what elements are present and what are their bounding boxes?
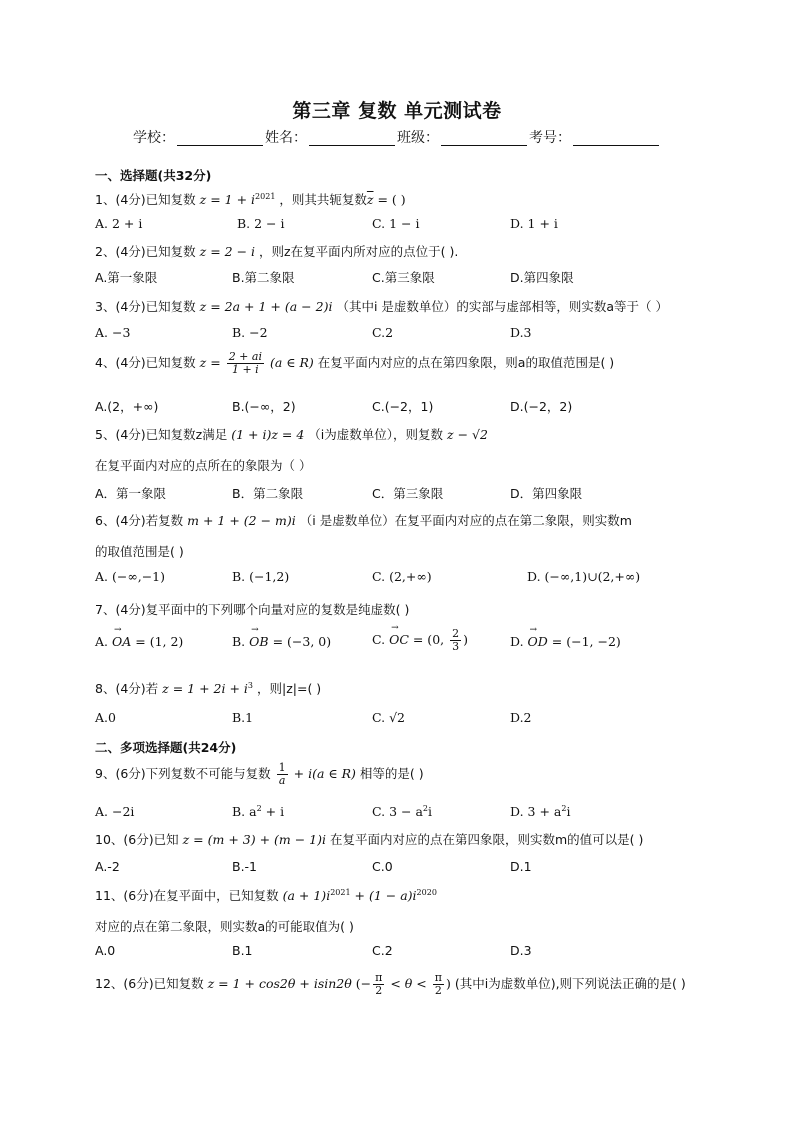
q9-denominator: a xyxy=(278,774,286,788)
q3-option-a[interactable]: A. −3 xyxy=(95,325,131,340)
q11-term-2: + (1 − a)i xyxy=(350,888,417,903)
q5-expression-2: z − √2 xyxy=(447,427,488,442)
q2-expression: z = 2 − i xyxy=(199,244,256,259)
q4-option-c[interactable]: C.(−2，1) xyxy=(372,399,434,414)
q5-option-c[interactable]: C．第三象限 xyxy=(372,486,444,501)
q6-option-a[interactable]: A. (−∞,−1) xyxy=(95,569,166,584)
section-heading-1: 一、选择题(共32分) xyxy=(95,168,212,183)
q1-suffix: ，则其共轭复数 xyxy=(279,192,367,207)
q12-prefix: 12、(6分)已知复数 xyxy=(95,976,204,992)
class-blank[interactable] xyxy=(441,130,527,146)
q7-b-label: B. xyxy=(232,634,246,649)
name-field xyxy=(265,127,397,147)
q7-d-label: D. xyxy=(510,634,524,649)
q4-z: z = xyxy=(199,355,221,371)
q12-two-left: 2 xyxy=(375,984,383,998)
q6-option-b[interactable]: B. (−1,2) xyxy=(232,569,290,584)
question-8 xyxy=(95,679,321,697)
q4-denominator: 1 + i xyxy=(231,363,259,377)
q12-condition-right: ) xyxy=(445,976,451,992)
q4-options xyxy=(95,397,715,415)
q7-d-vector: → OD xyxy=(528,634,548,649)
q9-d-exponent: 2 xyxy=(561,804,567,813)
name-blank[interactable] xyxy=(309,130,395,146)
q5-options xyxy=(95,484,715,502)
q5-expression: (1 + i)z = 4 xyxy=(231,427,305,442)
q7-c-numerator: 2 xyxy=(452,627,460,640)
q10-options xyxy=(95,859,715,877)
q8-prefix: 8、(4分)若 xyxy=(95,681,159,696)
q1-prefix: 1、(4分)已知复数 xyxy=(95,192,196,207)
q7-a-vector: → OA xyxy=(112,634,131,649)
question-11 xyxy=(95,886,437,904)
q3-option-d[interactable]: D.3 xyxy=(510,325,532,340)
q2-option-a[interactable]: A.第一象限 xyxy=(95,270,158,285)
school-blank[interactable] xyxy=(177,130,263,146)
question-2 xyxy=(95,242,458,260)
q10-option-d[interactable]: D.1 xyxy=(510,859,532,874)
q12-two-right: 2 xyxy=(434,984,442,998)
q7-c-vector: → OC xyxy=(389,632,409,647)
q2-option-c[interactable]: C.第三象限 xyxy=(372,270,435,285)
q7-a-value: = (1, 2) xyxy=(131,634,184,649)
section-heading-2: 二、多项选择题(共24分) xyxy=(95,740,237,755)
q6-options xyxy=(95,569,715,587)
question-1 xyxy=(95,190,406,208)
question-7: 7、(4分)复平面中的下列哪个向量对应的复数是纯虚数( ) xyxy=(95,602,410,617)
question-4 xyxy=(95,351,614,376)
q6-option-c[interactable]: C. (2,+∞) xyxy=(372,569,432,584)
q4-fraction xyxy=(227,351,264,376)
q12-suffix: (其中i为虚数单位),则下列说法正确的是( ) xyxy=(454,976,686,992)
q9-option-a[interactable]: A. −2i xyxy=(95,804,135,819)
q9-fraction xyxy=(277,762,288,787)
q7-a-label: A. xyxy=(95,634,109,649)
q12-fraction-left xyxy=(373,972,384,997)
q9-option-b[interactable] xyxy=(232,804,284,819)
q9-b-tail: + i xyxy=(261,804,285,820)
q6-prefix: 6、(4分)若复数 xyxy=(95,513,184,528)
q2-prefix: 2、(4分)已知复数 xyxy=(95,244,196,259)
q10-option-c[interactable]: C.0 xyxy=(372,859,393,874)
q9-d-text: D. 3 + a xyxy=(510,804,562,820)
q11-exponent-2: 2020 xyxy=(416,887,437,897)
q1-expression: z = 1 + i xyxy=(199,192,256,207)
q7-d-value: = (−1, −2) xyxy=(547,634,621,649)
q5-line-2: 在复平面内对应的点所在的象限为（ ） xyxy=(95,458,312,473)
q5-option-b[interactable]: B．第二象限 xyxy=(232,486,304,501)
q3-prefix: 3、(4分)已知复数 xyxy=(95,299,196,314)
q9-d-tail: i xyxy=(566,804,571,820)
name-label: 姓名： xyxy=(265,130,307,146)
q6-line-2: 的取值范围是( ) xyxy=(95,544,184,559)
q7-options xyxy=(95,627,715,658)
q7-c-value-left: = (0, xyxy=(408,632,449,648)
q7-option-d[interactable] xyxy=(510,634,621,649)
q2-options xyxy=(95,268,715,286)
q5-prefix: 5、(4分)已知复数z满足 xyxy=(95,427,228,442)
q9-option-d[interactable] xyxy=(510,804,570,819)
q7-option-c[interactable] xyxy=(372,628,468,653)
q11-prefix: 11、(6分)在复平面中，已知复数 xyxy=(95,888,279,903)
q11-option-c[interactable]: C.2 xyxy=(372,943,393,958)
q8-option-c[interactable]: C. √2 xyxy=(372,710,405,725)
q4-prefix: 4、(4分)已知复数 xyxy=(95,355,196,371)
q10-option-a[interactable]: A.-2 xyxy=(95,859,120,874)
q10-expression: z = (m + 3) + (m − 1)i xyxy=(182,832,326,847)
q8-suffix: ，则|z|=( ) xyxy=(256,681,322,696)
q5-middle: （i为虚数单位），则复数 xyxy=(308,427,444,442)
question-6 xyxy=(95,511,632,529)
q2-option-b[interactable]: B.第二象限 xyxy=(232,270,295,285)
q11-line-2: 对应的点在第二象限，则实数a的可能取值为( ) xyxy=(95,919,354,934)
school-label: 学校： xyxy=(133,130,175,146)
q12-condition-left: (− xyxy=(355,976,372,992)
q6-expression: m + 1 + (2 − m)i xyxy=(187,513,296,528)
question-3 xyxy=(95,297,668,315)
q1-option-d[interactable]: D. 1 + i xyxy=(510,216,558,231)
q8-option-a[interactable]: A.0 xyxy=(95,710,116,725)
class-label: 班级： xyxy=(397,130,439,146)
q9-options xyxy=(95,804,715,822)
q3-suffix: （其中i 是虚数单位）的实部与虚部相等，则实数a等于（ ） xyxy=(336,299,669,314)
q6-suffix: （i 是虚数单位）在复平面内对应的点在第二象限，则实数m xyxy=(299,513,632,528)
q3-option-b[interactable]: B. −2 xyxy=(232,325,268,340)
q9-suffix: 相等的是( ) xyxy=(359,766,424,782)
q8-exponent: 3 xyxy=(247,680,253,690)
q11-exponent-1: 2021 xyxy=(330,887,351,897)
q7-b-vector: → OB xyxy=(249,634,268,649)
q10-prefix: 10、(6分)已知 xyxy=(95,832,179,847)
q2-option-d[interactable]: D.第四象限 xyxy=(510,270,574,285)
q9-c-tail: i xyxy=(428,804,432,820)
q1-exponent: 2021 xyxy=(255,191,276,201)
page-title: 第三章 复数 单元测试卷 xyxy=(292,100,502,122)
q8-options xyxy=(95,710,715,728)
q4-numerator: 2 + ai xyxy=(228,350,262,363)
q12-pi-right: π xyxy=(434,971,442,984)
question-9 xyxy=(95,762,424,787)
q9-c-text: C. 3 − a xyxy=(372,804,423,820)
q1-options xyxy=(95,216,715,234)
q9-b-exponent: 2 xyxy=(256,804,262,813)
q9-expression: + i(a ∈ R) xyxy=(293,766,356,782)
question-10 xyxy=(95,830,643,848)
q7-c-value-right: ) xyxy=(463,632,468,648)
q3-option-c[interactable]: C.2 xyxy=(372,325,394,340)
q11-option-a[interactable]: A.0 xyxy=(95,943,116,958)
question-12 xyxy=(95,972,686,997)
q11-term-1: (a + 1)i xyxy=(282,888,331,903)
q7-c-denominator: 3 xyxy=(452,640,460,654)
q4-option-d[interactable]: D.(−2，2) xyxy=(510,399,573,414)
id-blank[interactable] xyxy=(573,130,659,146)
q4-condition: (a ∈ R) xyxy=(269,355,314,371)
q12-expression: z = 1 + cos2θ + isin2θ xyxy=(207,976,352,992)
q7-b-value: = (−3, 0) xyxy=(268,634,332,649)
q4-option-b[interactable]: B.(−∞，2) xyxy=(232,399,296,414)
q9-b-text: B. a xyxy=(232,804,257,820)
class-field xyxy=(397,127,529,147)
q11-option-d[interactable]: D.3 xyxy=(510,943,532,958)
q6-option-d[interactable]: D. (−∞,1)∪(2,+∞) xyxy=(527,569,641,584)
q1-option-b[interactable]: B. 2 − i xyxy=(237,216,285,231)
q5-option-d[interactable]: D．第四象限 xyxy=(510,486,583,501)
student-info-bar xyxy=(0,127,794,147)
q8-option-b[interactable]: B.1 xyxy=(232,710,254,725)
q11-option-b[interactable]: B.1 xyxy=(232,943,253,958)
q11-options xyxy=(95,943,715,961)
q1-conjugate: $\overline{z}$ xyxy=(366,192,374,207)
q7-c-fraction xyxy=(450,628,461,653)
q3-options xyxy=(95,325,715,343)
q4-suffix: 在复平面内对应的点在第四象限，则a的取值范围是( ) xyxy=(317,355,615,371)
q9-numerator: 1 xyxy=(278,761,286,774)
q7-option-a[interactable] xyxy=(95,634,183,649)
q1-option-a[interactable]: A. 2 + i xyxy=(95,216,143,231)
id-field xyxy=(529,127,661,147)
school-field xyxy=(133,127,265,147)
q7-c-label: C. xyxy=(372,632,386,648)
q8-expression: z = 1 + 2i + i xyxy=(162,681,248,696)
q9-prefix: 9、(6分)下列复数不可能与复数 xyxy=(95,766,271,782)
question-5 xyxy=(95,425,488,443)
q4-option-a[interactable]: A.(2，+∞) xyxy=(95,399,159,414)
q12-pi-left: π xyxy=(375,971,383,984)
q10-suffix: 在复平面内对应的点在第四象限，则实数m的值可以是( ) xyxy=(329,832,644,847)
q9-c-exponent: 2 xyxy=(422,804,428,813)
q8-option-d[interactable]: D.2 xyxy=(510,710,532,725)
q9-option-c[interactable] xyxy=(372,804,432,819)
q7-option-b[interactable] xyxy=(232,634,331,649)
q3-expression: z = 2a + 1 + (a − 2)i xyxy=(199,299,333,314)
id-label: 考号： xyxy=(529,130,571,146)
q1-option-c[interactable]: C. 1 − i xyxy=(372,216,420,231)
q12-condition-middle: < θ < xyxy=(386,976,431,992)
q12-fraction-right xyxy=(433,972,444,997)
q10-option-b[interactable]: B.-1 xyxy=(232,859,258,874)
q5-option-a[interactable]: A．第一象限 xyxy=(95,486,167,501)
q1-tail: = ( ) xyxy=(373,192,406,207)
q2-suffix: ，则z在复平面内所对应的点位于( ). xyxy=(259,244,459,259)
